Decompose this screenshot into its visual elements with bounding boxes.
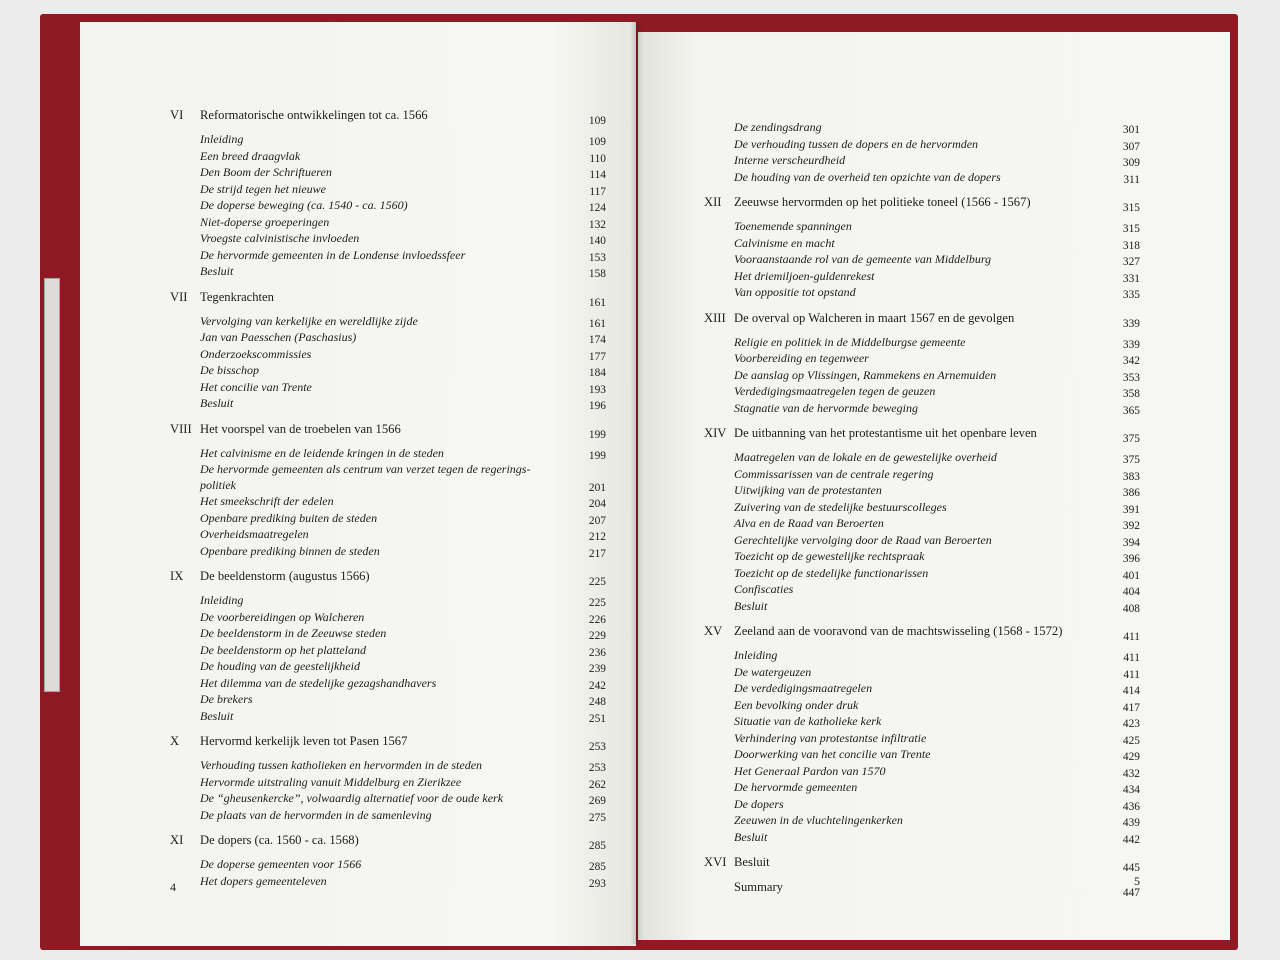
section-title: Het driemiljoen-guldenrekest	[734, 268, 875, 283]
toc-section	[170, 593, 606, 610]
toc-section	[704, 599, 1140, 616]
section-title: De doperse beweging (ca. 1540 - ca. 1560)	[200, 198, 408, 212]
section-title: Verhouding tussen katholieken en hervormden in de steden	[200, 758, 483, 772]
section-page-number: 236	[588, 646, 606, 659]
section-title: De watergeuzen	[734, 664, 812, 679]
toc-section	[704, 269, 1140, 286]
chapter-title: Besluit	[734, 855, 770, 869]
section-title: Den Boom der Schriftueren	[200, 165, 332, 179]
toc-section	[704, 813, 1140, 830]
toc-section	[704, 566, 1140, 583]
section-page-number: 269	[588, 795, 606, 807]
chapter-sections	[704, 450, 1140, 615]
section-title: Een breed draagvlak	[200, 148, 301, 163]
section-page-number: 212	[588, 531, 606, 543]
section-page-number: 436	[1122, 800, 1140, 813]
chapter-title: Reformatorische ontwikkelingen tot ca. 1566	[200, 108, 428, 122]
section-page-number: 375	[1122, 454, 1140, 466]
toc-section	[170, 132, 606, 149]
toc-section	[704, 681, 1140, 698]
toc-chapter-block	[704, 880, 1140, 899]
toc-section	[170, 511, 606, 528]
section-page-number: 386	[1122, 487, 1140, 499]
right-table-of-contents	[704, 120, 1140, 905]
toc-section	[170, 643, 606, 660]
chapter-sections	[170, 593, 606, 725]
section-page-number: 161	[588, 317, 606, 330]
chapter-sections	[170, 132, 606, 281]
section-title: Uitwijking van de protestanten	[734, 483, 882, 497]
toc-section	[704, 533, 1140, 550]
section-title: Verhindering van protestantse infiltratie	[734, 730, 927, 745]
chapter-page-number: 199	[588, 428, 606, 441]
section-page-number: 434	[1122, 784, 1140, 796]
section-title: Besluit	[200, 264, 234, 278]
chapter-heading	[170, 289, 606, 309]
section-page-number: 239	[588, 663, 606, 675]
toc-section	[170, 396, 606, 413]
toc-chapter-block	[170, 108, 606, 281]
section-title: Het smeekschrift der edelen	[200, 494, 334, 508]
chapter-page-number: 411	[1123, 631, 1140, 643]
chapter-sections	[170, 446, 606, 561]
section-page-number: 401	[1122, 569, 1140, 582]
toc-section	[704, 137, 1140, 154]
chapter-page-number: 253	[588, 741, 606, 753]
chapter-heading	[704, 310, 1140, 330]
chapter-heading	[704, 195, 1140, 214]
section-title: Overheidsmaatregelen	[200, 527, 309, 541]
chapter-page-number: 315	[1122, 202, 1140, 214]
section-page-number: 204	[588, 498, 606, 510]
section-page-number: 251	[588, 712, 606, 725]
section-page-number: 383	[1122, 470, 1140, 483]
toc-chapter-block	[704, 195, 1140, 302]
toc-section	[170, 347, 606, 364]
section-page-number: 124	[588, 202, 606, 214]
section-title: De zendingsdrang	[734, 120, 822, 134]
section-title: Besluit	[734, 829, 768, 844]
chapter-title: Het voorspel van de troebelen van 1566	[200, 421, 401, 436]
section-title: Het Generaal Pardon van 1570	[734, 763, 886, 778]
section-title: Calvinisme en macht	[734, 235, 835, 250]
section-title: Het calvinisme en de leidende kringen in de steden	[200, 445, 444, 460]
chapter-sections	[704, 219, 1140, 302]
book-gutter	[630, 22, 644, 944]
section-page-number: 196	[588, 400, 606, 412]
section-page-number: 432	[1122, 767, 1140, 780]
section-title: Inleiding	[200, 593, 244, 607]
section-page-number: 342	[1122, 355, 1140, 367]
section-page-number: 391	[1122, 503, 1140, 516]
chapter-heading	[170, 569, 606, 588]
chapter-number: XVI	[704, 855, 727, 869]
section-title: De verdedigingsmaatregelen	[734, 681, 873, 695]
section-page-number: 109	[588, 136, 606, 148]
toc-section	[170, 626, 606, 643]
chapter-title: Tegenkrachten	[200, 289, 274, 304]
section-page-number: 184	[588, 367, 606, 379]
toc-section	[170, 610, 606, 627]
toc-chapter-block	[704, 624, 1140, 846]
toc-section	[704, 401, 1140, 418]
section-page-number: 285	[588, 861, 606, 873]
chapter-heading	[170, 833, 606, 852]
chapter-sections	[170, 758, 606, 824]
chapter-page-number: 339	[1122, 317, 1140, 330]
chapter-number: XIV	[704, 426, 727, 440]
section-title: De aanslag op Vlissingen, Rammekens en Arnemuiden	[734, 367, 997, 382]
toc-section	[170, 446, 606, 463]
section-title: De brekers	[200, 692, 253, 706]
toc-section	[704, 368, 1140, 385]
toc-section	[170, 808, 606, 825]
toc-chapter-block	[170, 569, 606, 725]
toc-chapter-block	[170, 290, 606, 413]
section-title: Toezicht op de stedelijke functionarissen	[734, 565, 929, 580]
chapter-title: Zeeland aan de vooravond van de machtswisseling (1568 - 1572)	[734, 624, 1063, 638]
chapter-sections	[704, 648, 1140, 846]
section-title: Besluit	[734, 598, 768, 613]
chapter-title: Zeeuwse hervormden op het politieke toneel (1566 - 1567)	[734, 195, 1031, 209]
right-page-number: 5	[1134, 874, 1140, 888]
section-title: De houding van de overheid ten opzichte van de dopers	[734, 169, 1001, 184]
chapter-heading	[170, 734, 606, 753]
toc-chapter-block	[704, 311, 1140, 418]
section-page-number: 253	[588, 762, 606, 774]
section-page-number: 331	[1122, 272, 1140, 285]
spine-label	[44, 278, 60, 692]
toc-section	[170, 775, 606, 792]
section-title: Vervolging van kerkelijke en wereldlijke zijde	[200, 313, 418, 328]
section-page-number: 114	[589, 169, 606, 181]
section-page-number: 394	[1122, 536, 1140, 549]
chapter-page-number: 375	[1122, 433, 1140, 445]
section-title: Toenemende spanningen	[734, 219, 852, 233]
section-title: De beeldenstorm op het platteland	[200, 642, 366, 657]
section-page-number: 248	[588, 696, 606, 708]
left-table-of-contents	[170, 108, 606, 899]
section-title: Het dilemma van de stedelijke gezagshandhavers	[200, 675, 437, 690]
toc-section	[704, 285, 1140, 302]
section-page-number: 201	[588, 481, 606, 494]
toc-section	[170, 380, 606, 397]
section-page-number: 442	[1122, 833, 1140, 846]
toc-section	[170, 478, 606, 495]
section-page-number: 423	[1122, 718, 1140, 730]
toc-section	[704, 351, 1140, 368]
section-title: De strijd tegen het nieuwe	[200, 181, 326, 196]
section-page-number: 318	[1122, 239, 1140, 252]
toc-section	[704, 170, 1140, 187]
section-page-number: 339	[1122, 338, 1140, 351]
section-title: De doperse gemeenten voor 1566	[200, 857, 362, 871]
section-title: Vroegste calvinistische invloeden	[200, 231, 360, 245]
chapter-heading	[704, 855, 1140, 874]
chapter-number: VIII	[170, 421, 192, 436]
section-page-number: 425	[1122, 734, 1140, 747]
section-title: Openbare prediking binnen de steden	[200, 543, 380, 558]
toc-section	[704, 467, 1140, 484]
section-page-number: 117	[589, 185, 606, 198]
section-page-number: 207	[588, 514, 606, 527]
section-page-number: 140	[588, 235, 606, 247]
toc-section	[170, 264, 606, 281]
section-title: Situatie van de katholieke kerk	[734, 714, 882, 728]
toc-section	[704, 236, 1140, 253]
toc-section	[170, 758, 606, 775]
section-page-number: 439	[1122, 817, 1140, 829]
toc-chapter-block	[704, 426, 1140, 615]
toc-section	[170, 314, 606, 331]
chapter-page-number: 161	[588, 296, 606, 309]
chapter-sections	[704, 335, 1140, 418]
section-title: De “gheusenkercke”, volwaardig alternatief voor de oude kerk	[200, 791, 504, 805]
chapter-page-number: 447	[1122, 887, 1140, 899]
toc-section	[704, 549, 1140, 566]
section-page-number: 327	[1122, 256, 1140, 268]
toc-section	[704, 764, 1140, 781]
section-page-number: 262	[588, 778, 606, 791]
chapter-title: De beeldenstorm (augustus 1566)	[200, 569, 370, 583]
section-page-number: 199	[588, 449, 606, 462]
section-title: Jan van Paesschen (Paschasius)	[200, 330, 357, 344]
toc-section	[704, 698, 1140, 715]
toc-section	[704, 252, 1140, 269]
section-title: Interne verscheurdheid	[734, 153, 846, 167]
section-title: Zuivering van de stedelijke bestuurscolleges	[734, 499, 947, 514]
section-title: Van oppositie tot opstand	[734, 285, 856, 299]
section-page-number: 411	[1123, 652, 1140, 664]
section-page-number: 311	[1123, 173, 1140, 186]
toc-section	[704, 780, 1140, 797]
toc-section	[704, 219, 1140, 236]
section-page-number: 309	[1122, 157, 1140, 169]
section-title: De plaats van de hervormden in de samenleving	[200, 807, 432, 822]
chapter-number: IX	[170, 569, 184, 583]
toc-section	[704, 483, 1140, 500]
chapter-title: Summary	[734, 880, 783, 894]
toc-section	[170, 182, 606, 199]
chapter-page-number: 445	[1122, 862, 1140, 874]
section-title: Religie en politiek in de Middelburgse gemeente	[734, 334, 966, 349]
toc-section	[704, 830, 1140, 847]
section-page-number: 158	[588, 268, 606, 280]
toc-section	[704, 582, 1140, 599]
chapter-page-number: 225	[588, 576, 606, 588]
toc-section	[704, 516, 1140, 533]
chapter-page-number: 109	[588, 115, 606, 127]
section-title: Het dopers gemeenteleven	[200, 873, 327, 888]
toc-section	[170, 659, 606, 676]
toc-section	[170, 692, 606, 709]
chapter-number: X	[170, 734, 180, 748]
chapter-title: De overval op Walcheren in maart 1567 en de gevolgen	[734, 310, 1015, 325]
toc-section	[704, 797, 1140, 814]
section-title: De hervormde gemeenten als centrum van verzet tegen de regerings-	[200, 462, 531, 476]
toc-section	[170, 709, 606, 726]
toc-section	[704, 500, 1140, 517]
chapter-heading	[704, 624, 1140, 643]
toc-section	[704, 714, 1140, 731]
chapter-page-number: 285	[588, 840, 606, 852]
section-title: Het concilie van Trente	[200, 379, 312, 394]
section-title: Gerechtelijke vervolging door de Raad van Beroerten	[734, 532, 992, 547]
section-page-number: 353	[1122, 371, 1140, 384]
toc-chapter-block	[170, 422, 606, 561]
section-page-number: 275	[588, 811, 606, 824]
section-page-number: 301	[1122, 124, 1140, 136]
left-page-number: 4	[170, 880, 176, 894]
section-page-number: 177	[588, 350, 606, 363]
section-page-number: 408	[1122, 602, 1140, 615]
section-title: De bisschop	[200, 363, 259, 377]
section-page-number: 110	[589, 152, 606, 165]
toc-section	[704, 747, 1140, 764]
section-page-number: 307	[1122, 140, 1140, 153]
toc-section	[170, 330, 606, 347]
chapter-sections	[170, 857, 606, 890]
section-page-number: 225	[588, 597, 606, 609]
section-page-number: 315	[1122, 223, 1140, 235]
section-title: Confiscaties	[734, 582, 794, 596]
section-title: Niet-doperse groeperingen	[200, 214, 330, 229]
toc-section	[170, 874, 606, 891]
chapter-number: XV	[704, 624, 723, 638]
toc-section	[170, 215, 606, 232]
chapter-number: XIII	[704, 310, 726, 325]
chapter-sections	[170, 314, 606, 413]
section-title: Verdedigingsmaatregelen tegen de geuzen	[734, 384, 936, 398]
section-title: Maatregelen van de lokale en de gewestelijke overheid	[734, 450, 997, 464]
section-title: Vooraanstaande rol van de gemeente van Middelburg	[734, 252, 992, 266]
toc-section	[170, 462, 606, 478]
toc-section	[704, 384, 1140, 401]
section-page-number: 417	[1122, 701, 1140, 714]
section-title: Openbare prediking buiten de steden	[200, 510, 378, 525]
section-page-number: 174	[588, 334, 606, 346]
section-title: De dopers	[734, 796, 784, 811]
section-title: Inleiding	[200, 132, 244, 146]
section-page-number: 411	[1123, 668, 1140, 681]
toc-chapter-block	[704, 855, 1140, 874]
section-page-number: 392	[1122, 520, 1140, 532]
chapter-heading	[170, 421, 606, 441]
chapter-heading	[170, 108, 606, 127]
section-page-number: 226	[588, 613, 606, 626]
section-title: Een bevolking onder druk	[734, 697, 859, 712]
chapter-title: De uitbanning van het protestantisme uit het openbare leven	[734, 426, 1037, 440]
section-page-number: 153	[588, 251, 606, 264]
toc-chapter-block	[170, 833, 606, 890]
section-title: Inleiding	[734, 648, 778, 662]
chapter-heading	[704, 880, 1140, 899]
section-page-number: 193	[588, 383, 606, 396]
section-page-number: 217	[588, 547, 606, 560]
section-title: Commissarissen van de centrale regering	[734, 466, 934, 481]
section-title: Alva en de Raad van Beroerten	[734, 516, 884, 530]
section-title: De voorbereidingen op Walcheren	[200, 609, 365, 624]
section-page-number: 358	[1122, 388, 1140, 400]
toc-chapter-block	[170, 734, 606, 824]
section-title: Onderzoekscommissies	[200, 346, 312, 361]
section-title: Doorwerking van het concilie van Trente	[734, 747, 931, 761]
section-page-number: 414	[1122, 685, 1140, 697]
section-page-number: 293	[588, 877, 606, 890]
toc-section	[170, 527, 606, 544]
toc-section	[704, 335, 1140, 352]
toc-section	[170, 676, 606, 693]
toc-section	[704, 648, 1140, 665]
toc-section	[170, 544, 606, 561]
continued-sections	[704, 120, 1140, 186]
toc-section	[704, 120, 1140, 137]
chapter-heading	[704, 426, 1140, 445]
chapter-number: VII	[170, 289, 188, 304]
toc-section	[170, 248, 606, 265]
chapter-number: XI	[170, 833, 184, 847]
toc-section	[170, 791, 606, 808]
toc-section	[170, 149, 606, 166]
section-title: politiek	[200, 477, 236, 492]
section-title: Besluit	[200, 708, 234, 723]
toc-section	[704, 450, 1140, 467]
chapter-title: Hervormd kerkelijk leven tot Pasen 1567	[200, 734, 408, 748]
toc-section	[704, 731, 1140, 748]
section-title: Hervormde uitstraling vanuit Middelburg en Zierikzee	[200, 774, 462, 789]
toc-section	[170, 231, 606, 248]
chapter-number: XII	[704, 195, 722, 209]
chapter-title: De dopers (ca. 1560 - ca. 1568)	[200, 833, 359, 847]
section-title: Zeeuwen in de vluchtelingenkerken	[734, 813, 903, 827]
toc-section	[704, 665, 1140, 682]
section-page-number: 365	[1122, 404, 1140, 417]
section-title: Voorbereiding en tegenweer	[734, 351, 869, 365]
section-title: Stagnatie van de hervormde beweging	[734, 400, 918, 415]
toc-section	[704, 153, 1140, 170]
toc-section	[170, 494, 606, 511]
chapter-number: VI	[170, 108, 184, 122]
toc-section	[170, 198, 606, 215]
section-page-number: 132	[588, 218, 606, 231]
section-title: De hervormde gemeenten	[734, 780, 858, 794]
section-page-number: 242	[588, 679, 606, 692]
section-page-number: 335	[1122, 289, 1140, 301]
toc-section	[170, 857, 606, 874]
toc-section	[170, 363, 606, 380]
section-page-number: 229	[588, 630, 606, 642]
section-page-number: 404	[1122, 586, 1140, 598]
section-page-number: 429	[1122, 751, 1140, 763]
section-title: De houding van de geestelijkheid	[200, 659, 360, 673]
toc-section	[170, 165, 606, 182]
section-page-number: 396	[1122, 553, 1140, 565]
section-title: De verhouding tussen de dopers en de hervormden	[734, 136, 979, 151]
section-title: Toezicht op de gewestelijke rechtspraak	[734, 549, 925, 563]
section-title: De beeldenstorm in de Zeeuwse steden	[200, 626, 387, 640]
section-title: De hervormde gemeenten in de Londense invloedssfeer	[200, 247, 466, 262]
section-title: Besluit	[200, 396, 234, 410]
